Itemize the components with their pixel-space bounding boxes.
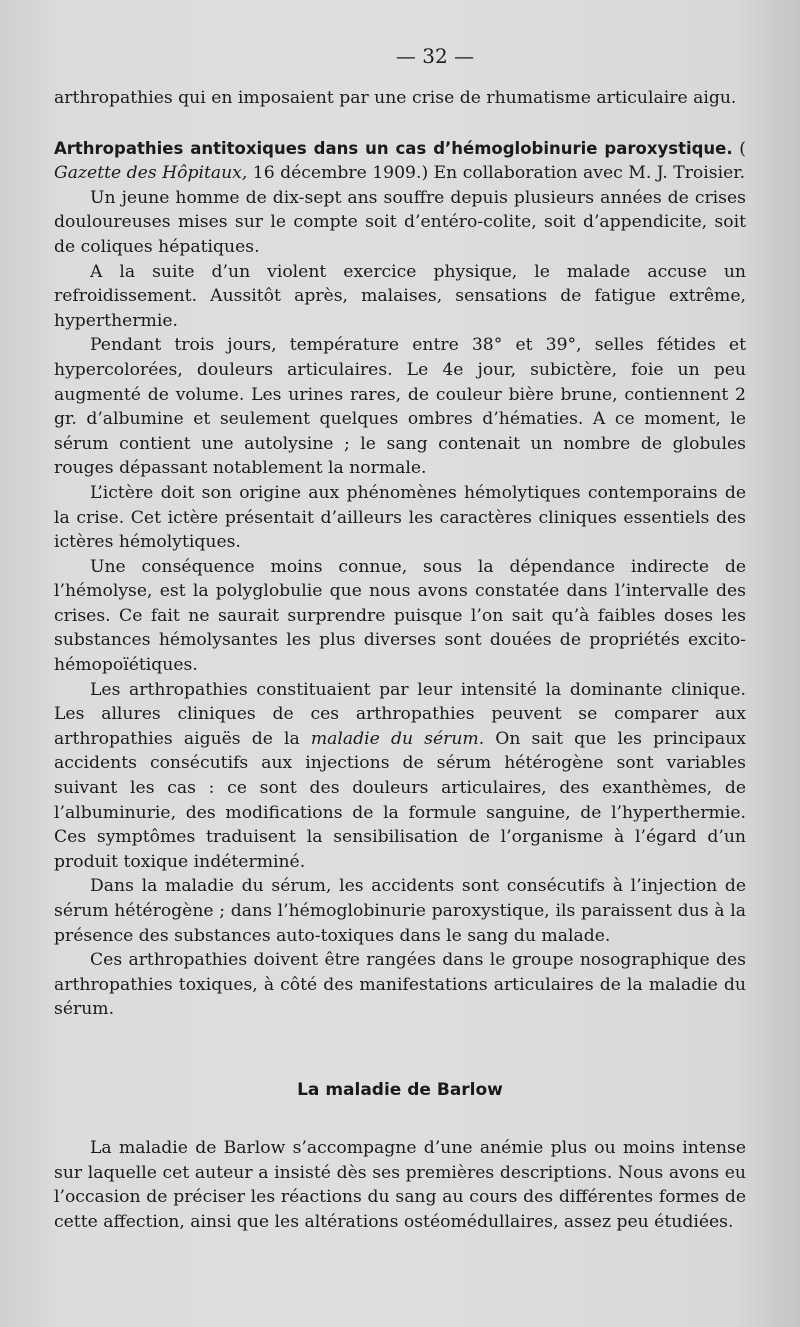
emphasis-text: maladie du sérum. [310, 728, 485, 749]
paragraph-serum-sickness [54, 678, 746, 875]
paragraph: L’ictère doit son origine aux phénomènes hémolytiques contemporains de la crise. Cet ictère présentait d’ailleurs les caractères cliniques essentiels des ictères hémolytiques. [54, 482, 746, 553]
intro-continuation: arthropathies qui en imposaient par une crise de rhumatisme articulaire aigu. [54, 88, 737, 108]
paragraph-text: Les arthropathies constituaient par leur intensité la dominante clinique. Les allures cliniques de ces arthropathies peuvent se comparer aux arthropathies aiguës de la [54, 679, 746, 749]
paragraph-text: On sait que les principaux accidents consécutifs aux injections de sérum hétérogène sont variables suivant les cas : ce sont des douleurs articulaires, des exanthèmes, de l’albuminurie, des modifications de la formule sanguine, de l’hyperthermie. Ces symptômes traduisent la sensibilisation de l’organisme à l’égard d’un produit toxique indéterminé. [54, 728, 746, 872]
citation-rest: 16 décembre 1909.) En collaboration avec M. J. Troisier. [247, 163, 746, 184]
paragraph: Pendant trois jours, température entre 38° et 39°, selles fétides et hypercolorées, douleurs articulaires. Le 4e jour, subictère, foie un peu augmenté de volume. Les urines rares, de couleur bière brune, contiennent 2 gr. d’albumine et seulement quelques ombres d’hématies. A ce moment, le sérum contient une autolysine ; le sang contenait un nombre de globules rouges dépassant notablement la normale. [54, 335, 746, 479]
paragraph: Dans la maladie du sérum, les accidents sont consécutifs à l’injection de sérum hétérogène ; dans l’hémoglobinurie paroxystique, ils paraissent dus à la présence des substances auto-toxiques dans le sang du malade. [54, 876, 746, 946]
paragraph: Un jeune homme de dix-sept ans souffre depuis plusieurs années de crises douloureuses mises sur le compte soit d’entéro-colite, soit d’appendicite, soit de coliques hépatiques. [54, 187, 746, 257]
citation-open: ( [732, 138, 746, 159]
section-title-barlow: La maladie de Barlow [297, 1079, 503, 1100]
page-number: — 32 — [395, 44, 475, 68]
paragraph-barlow: La maladie de Barlow s’accompagne d’une anémie plus ou moins intense sur laquelle cet auteur a insisté dès ses premières descriptions. Nous avons eu l’occasion de préciser les réactions du sang au cours des différentes formes de cette affection, ainsi que les altérations ostéomédullaires, assez peu étudiées. [54, 1137, 746, 1232]
paragraph: Ces arthropathies doivent être rangées dans le groupe nosographique des arthropathies toxiques, à côté des manifestations articulaires de la maladie du sérum. [54, 950, 746, 1020]
section-title: Arthropathies antitoxiques dans un cas d’hémoglobinurie paroxystique. [54, 138, 733, 158]
section-heading-arthropathies [54, 137, 746, 186]
citation-journal: Gazette des Hôpitaux, [54, 163, 248, 184]
paragraph: A la suite d’un violent exercice physique, le malade accuse un refroidissement. Aussitôt après, malaises, sensations de fatigue extrême, hyperthermie. [54, 261, 746, 331]
paragraph: Une conséquence moins connue, sous la dépendance indirecte de l’hémolyse, est la polyglobulie que nous avons constatée dans l’intervalle des crises. Ce fait ne saurait surprendre puisque l’on sait qu’à faibles doses les substances hémolysantes les plus diverses sont douées de propriétés excito-hémopoïétiques. [54, 556, 746, 676]
